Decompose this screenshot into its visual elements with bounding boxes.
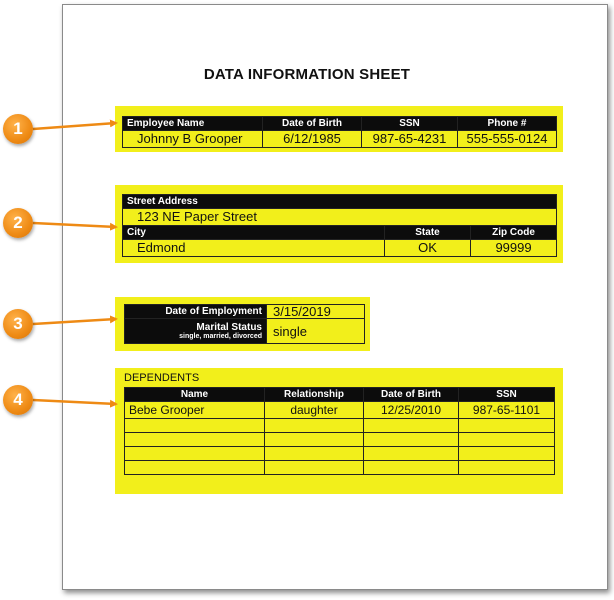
dob-value: 6/12/1985 <box>263 131 362 148</box>
callout-badge-1: 1 <box>3 114 33 144</box>
table-row <box>125 447 555 461</box>
employee-table <box>122 116 557 148</box>
ssn-header: SSN <box>362 117 458 131</box>
dep-relationship-value: daughter <box>265 402 364 419</box>
phone-value: 555-555-0124 <box>458 131 557 148</box>
table-row <box>125 433 555 447</box>
employment-table <box>124 304 365 344</box>
marital-label: Marital Status <box>196 321 262 333</box>
zip-value: 99999 <box>471 240 557 257</box>
doe-label: Date of Employment <box>125 305 267 319</box>
marital-label-cell <box>125 319 267 344</box>
city-header: City <box>123 226 385 240</box>
doe-value: 3/15/2019 <box>267 305 365 319</box>
dep-dob-value: 12/25/2010 <box>364 402 459 419</box>
state-header: State <box>385 226 471 240</box>
phone-header: Phone # <box>458 117 557 131</box>
dep-relationship-header: Relationship <box>265 388 364 402</box>
callout-badge-3: 3 <box>3 309 33 339</box>
callout-badge-4: 4 <box>3 385 33 415</box>
dep-dob-header: Date of Birth <box>364 388 459 402</box>
dep-name-header: Name <box>125 388 265 402</box>
dependents-table <box>124 387 555 475</box>
address-table <box>122 194 557 257</box>
street-value: 123 NE Paper Street <box>123 209 557 226</box>
dep-ssn-value: 987-65-1101 <box>459 402 555 419</box>
zip-header: Zip Code <box>471 226 557 240</box>
marital-value: single <box>267 319 365 344</box>
employee-name-header: Employee Name <box>123 117 263 131</box>
street-label: Street Address <box>123 195 557 209</box>
state-value: OK <box>385 240 471 257</box>
dep-name-value: Bebe Grooper <box>125 402 265 419</box>
callout-badge-2: 2 <box>3 208 33 238</box>
sheet-title: DATA INFORMATION SHEET <box>203 66 411 83</box>
dependents-caption: DEPENDENTS <box>124 372 200 384</box>
marital-hint: single, married, divorced <box>179 332 262 340</box>
dep-ssn-header: SSN <box>459 388 555 402</box>
table-row <box>125 419 555 433</box>
employee-name-value: Johnny B Grooper <box>123 131 263 148</box>
ssn-value: 987-65-4231 <box>362 131 458 148</box>
dob-header: Date of Birth <box>263 117 362 131</box>
table-row <box>125 461 555 475</box>
city-value: Edmond <box>123 240 385 257</box>
